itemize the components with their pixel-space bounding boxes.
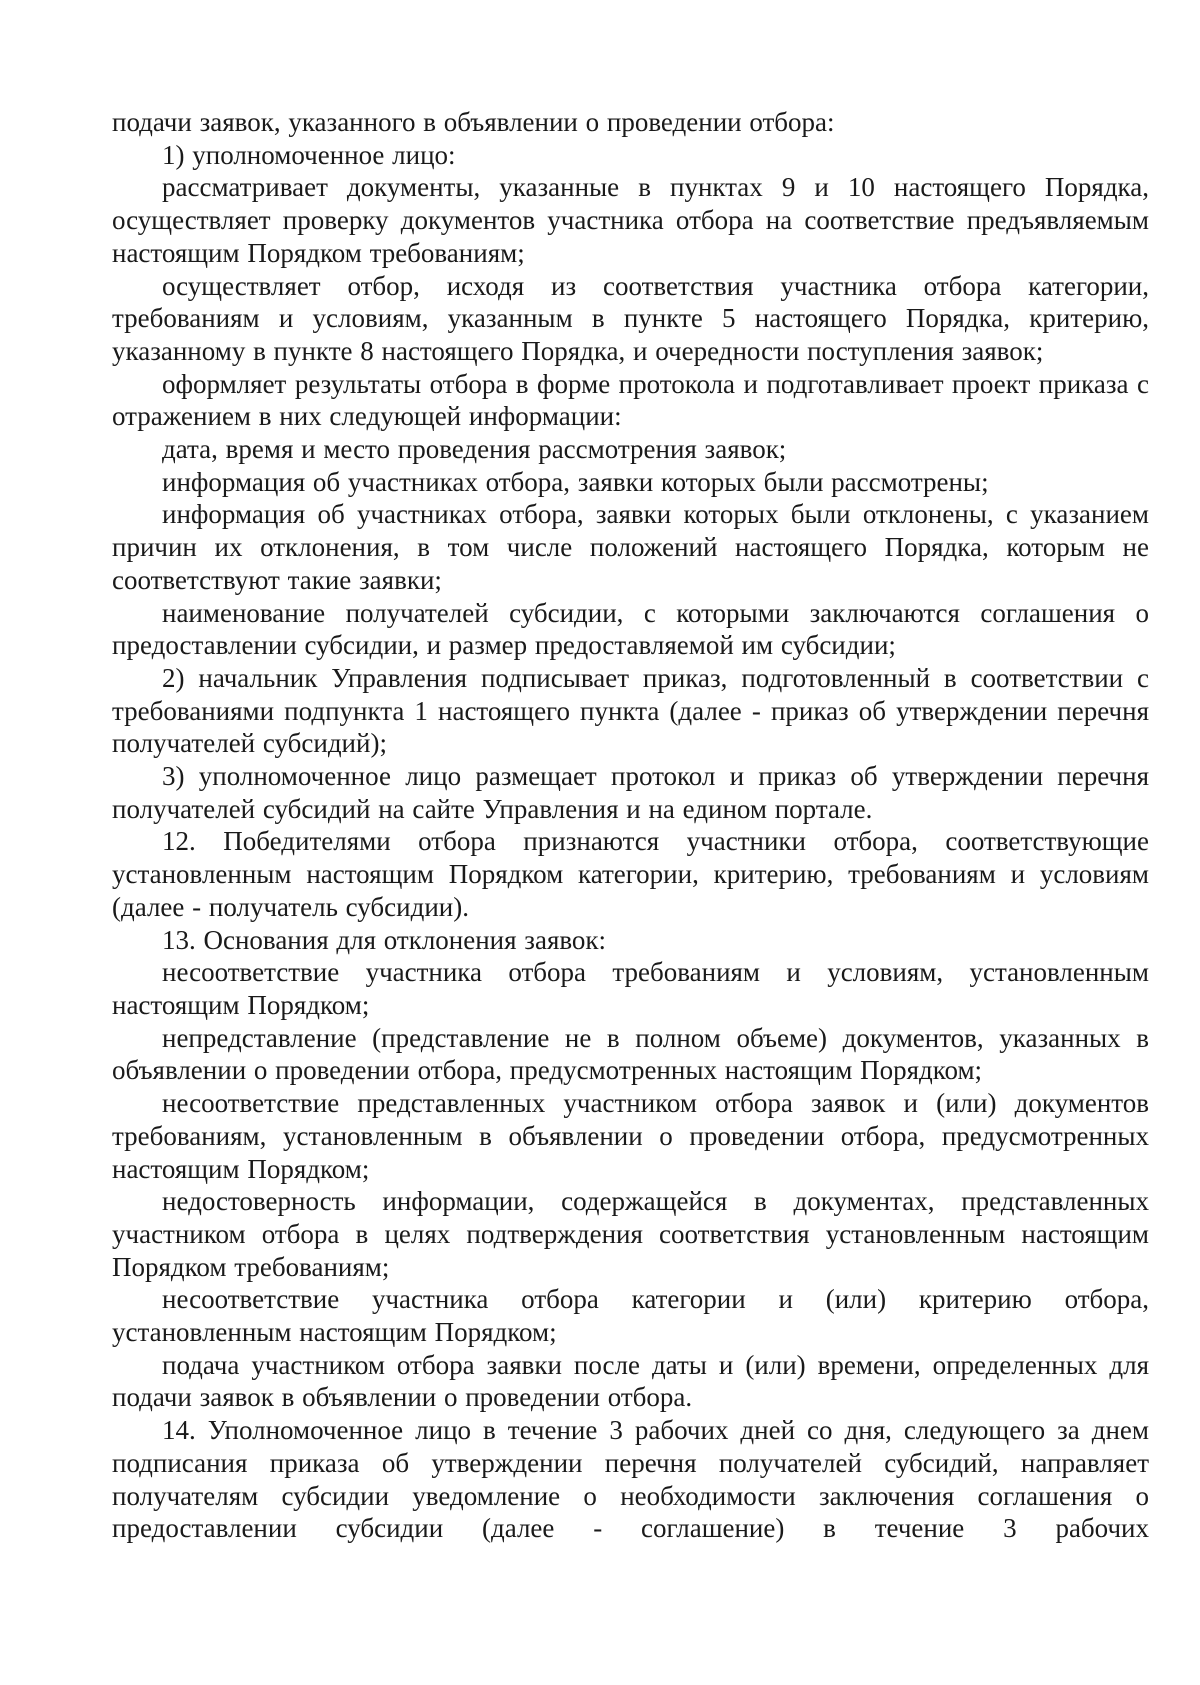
paragraph: подачи заявок, указанного в объявлении о проведении отбора: bbox=[112, 107, 835, 137]
paragraph: подача участником отбора заявки после даты и (или) времени, определенных для подачи заявок в объявлении о проведении отбора. bbox=[112, 1349, 1149, 1413]
paragraph: 13. Основания для отклонения заявок: bbox=[162, 924, 607, 955]
paragraph: информация об участниках отбора, заявки которых были рассмотрены; bbox=[162, 466, 989, 497]
paragraph: осуществляет отбор, исходя из соответствия участника отбора категории, требованиям и условиям, указанным в пункте 5 настоящего Порядка, критерию, указанному в пункте 8 настоящего Порядка, и очередности поступления заявок; bbox=[112, 270, 1149, 366]
paragraph: дата, время и место проведения рассмотрения заявок; bbox=[162, 434, 787, 465]
paragraph: оформляет результаты отбора в форме протокола и подготавливает проект приказа с отражением в них следующей информации: bbox=[112, 368, 1149, 432]
paragraph: 3) уполномоченное лицо размещает протокол и приказ об утверждении перечня получателей субсидий на сайте Управления и на едином портале. bbox=[112, 761, 1149, 824]
paragraph: рассматривает документы, указанные в пунктах 9 и 10 настоящего Порядка, осуществляет проверку документов участника отбора на соответствие предъявляемым настоящим Порядком требованиям; bbox=[112, 172, 1149, 268]
paragraph: наименование получателей субсидии, с которыми заключаются соглашения о предоставлении субсидии, и размер предоставляемой им субсидии; bbox=[112, 597, 1149, 661]
paragraph: несоответствие участника отбора категории и (или) критерию отбора, установленным настоящим Порядком; bbox=[112, 1284, 1149, 1348]
paragraph: 2) начальник Управления подписывает приказ, подготовленный в соответствии с требованиями подпункта 1 настоящего пункта (далее - приказ об утверждении перечня получателей субсидий); bbox=[112, 662, 1149, 759]
document-body bbox=[112, 106, 1149, 1545]
paragraph: несоответствие представленных участником отбора заявок и (или) документов требованиям, установленным в объявлении о проведении отбора, предусмотренных настоящим Порядком; bbox=[112, 1088, 1149, 1184]
paragraph: 14. Уполномоченное лицо в течение 3 рабочих дней со дня, следующего за днем подписания приказа об утверждении перечня получателей субсидий, направляет получателям субсидии уведомление о необходимости заключения соглашения о предоставлении субсидии (далее - соглашение) в течение 3 рабочих bbox=[112, 1415, 1149, 1544]
paragraph: 1) уполномоченное лицо: bbox=[162, 139, 456, 170]
paragraph: информация об участниках отбора, заявки которых были отклонены, с указанием причин их отклонения, в том числе положений настоящего Порядка, которым не соответствуют такие заявки; bbox=[112, 499, 1149, 595]
paragraph: непредставление (представление не в полном объеме) документов, указанных в объявлении о проведении отбора, предусмотренных настоящим Порядком; bbox=[112, 1022, 1149, 1086]
paragraph: несоответствие участника отбора требованиям и условиям, установленным настоящим Порядком; bbox=[112, 957, 1149, 1020]
paragraph: недостоверность информации, содержащейся в документах, представленных участником отбора в целях подтверждения соответствия установленным настоящим Порядком требованиям; bbox=[112, 1186, 1149, 1282]
paragraph: 12. Победителями отбора признаются участники отбора, соответствующие установленным настоящим Порядком категории, критерию, требованиям и условиям (далее - получатель субсидии). bbox=[112, 826, 1149, 922]
